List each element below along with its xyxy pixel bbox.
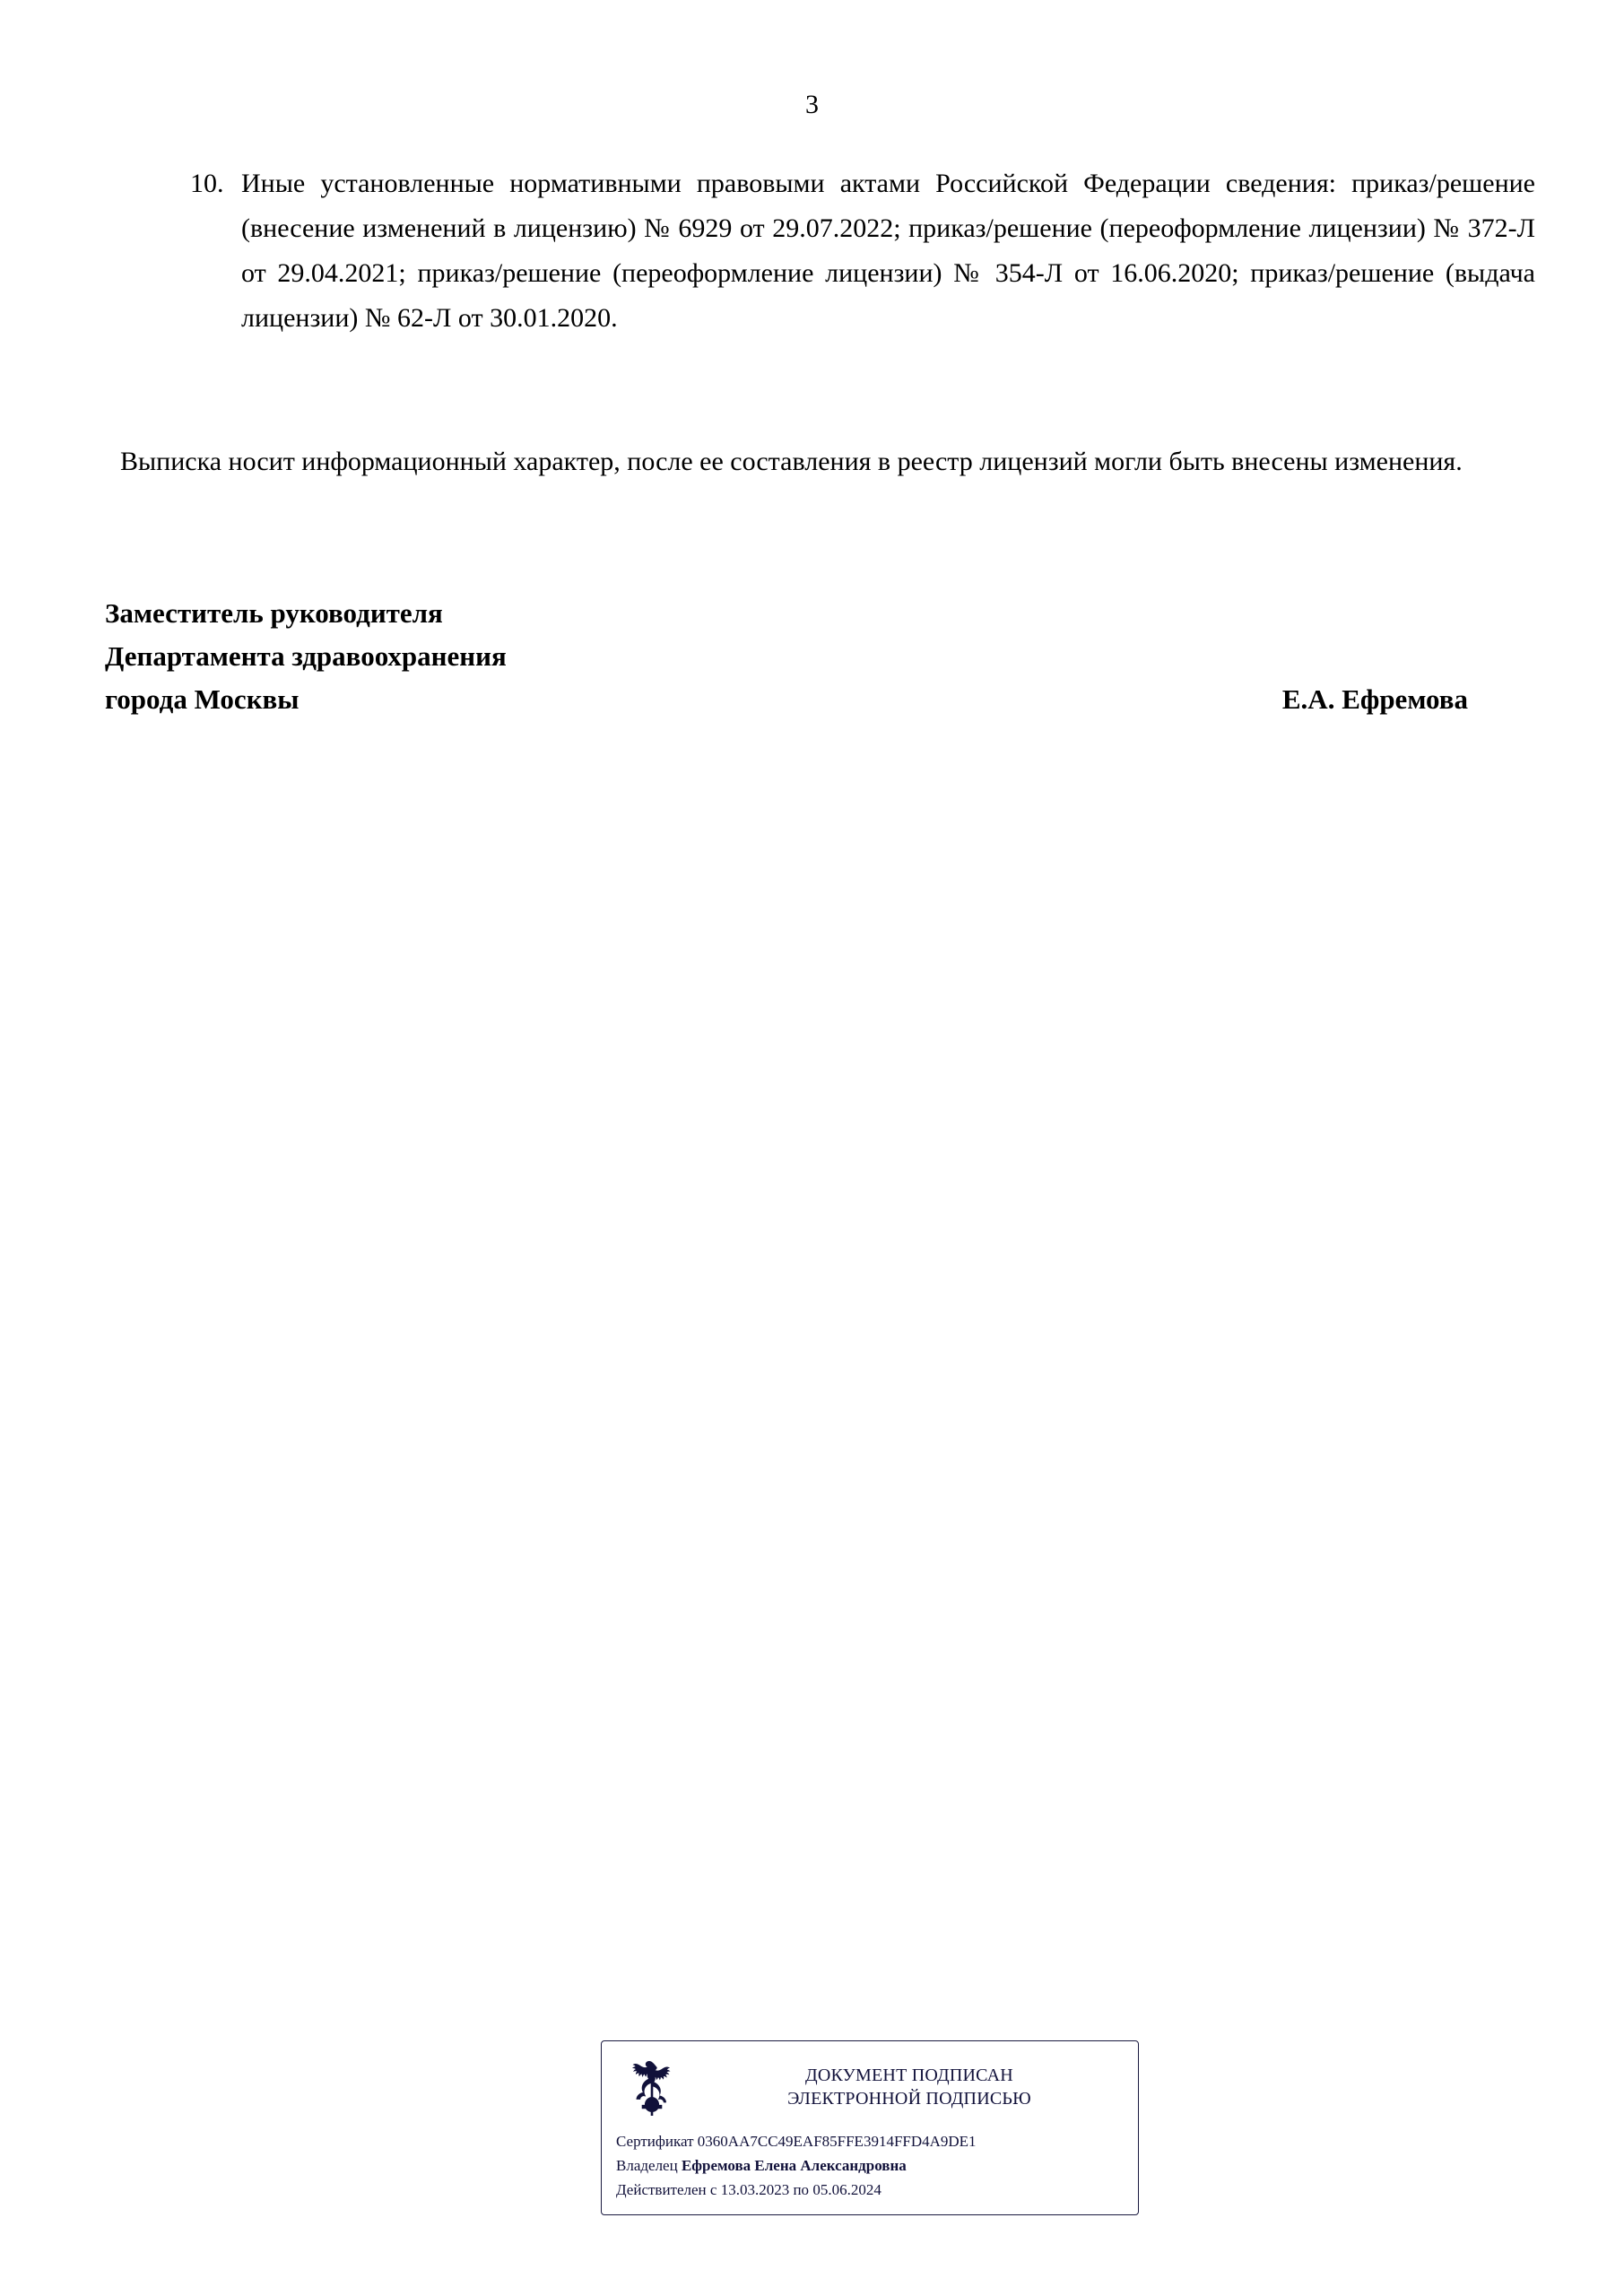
stamp-validity-from: 13.03.2023 [720, 2181, 790, 2198]
page-number: 3 [805, 90, 819, 119]
double-headed-eagle-emblem-icon [616, 2054, 682, 2120]
stamp-headline-line-1: ДОКУМЕНТ ПОДПИСАН [805, 2066, 1013, 2085]
stamp-certificate-value: 0360AA7CC49EAF85FFE3914FFD4A9DE1 [697, 2133, 977, 2150]
stamp-certificate-label: Сертификат [616, 2133, 694, 2150]
stamp-validity-line [616, 2178, 1124, 2202]
stamp-validity-label: Действителен с [616, 2181, 717, 2198]
signer-title-line-2: Департамента здравоохранения [105, 640, 507, 672]
stamp-details [616, 2129, 1124, 2202]
signer-title-line-3: города Москвы [105, 683, 300, 715]
stamp-certificate-line [616, 2129, 1124, 2153]
list-item-text: Иные установленные нормативными правовыми актами Российской Федерации сведения: приказ/решение (внесение изменений в лицензию) № 6929 от 29.07.2022; приказ/решение (переоформление лицензии) № 372-Л от 29.04.2021; приказ/решение (переоформление лицензии) № 354-Л от 16.06.2020; приказ/решение (выдача лицензии) № 62-Л от 30.01.2020. [241, 169, 1535, 333]
stamp-headline [695, 2064, 1124, 2110]
list-item [190, 161, 1535, 341]
stamp-owner-value: Ефремова Елена Александровна [681, 2157, 907, 2174]
signer-name: Е.А. Ефремова [1281, 683, 1468, 715]
stamp-owner-line [616, 2153, 1124, 2178]
list-item-number: 10. [190, 169, 224, 198]
informational-note: Выписка носит информационный характер, после ее составления в реестр лицензий могли быть внесены изменения. [120, 447, 1463, 476]
stamp-owner-label: Владелец [616, 2157, 678, 2174]
stamp-header [616, 2054, 1124, 2120]
stamp-validity-to: 05.06.2024 [812, 2181, 881, 2198]
electronic-signature-stamp [601, 2040, 1139, 2215]
stamp-validity-to-label: по [793, 2181, 810, 2198]
stamp-headline-line-2: ЭЛЕКТРОННОЙ ПОДПИСЬЮ [787, 2089, 1031, 2109]
signature-block [105, 592, 1468, 721]
signer-title-line-1: Заместитель руководителя [105, 597, 443, 629]
document-body [105, 161, 1535, 721]
